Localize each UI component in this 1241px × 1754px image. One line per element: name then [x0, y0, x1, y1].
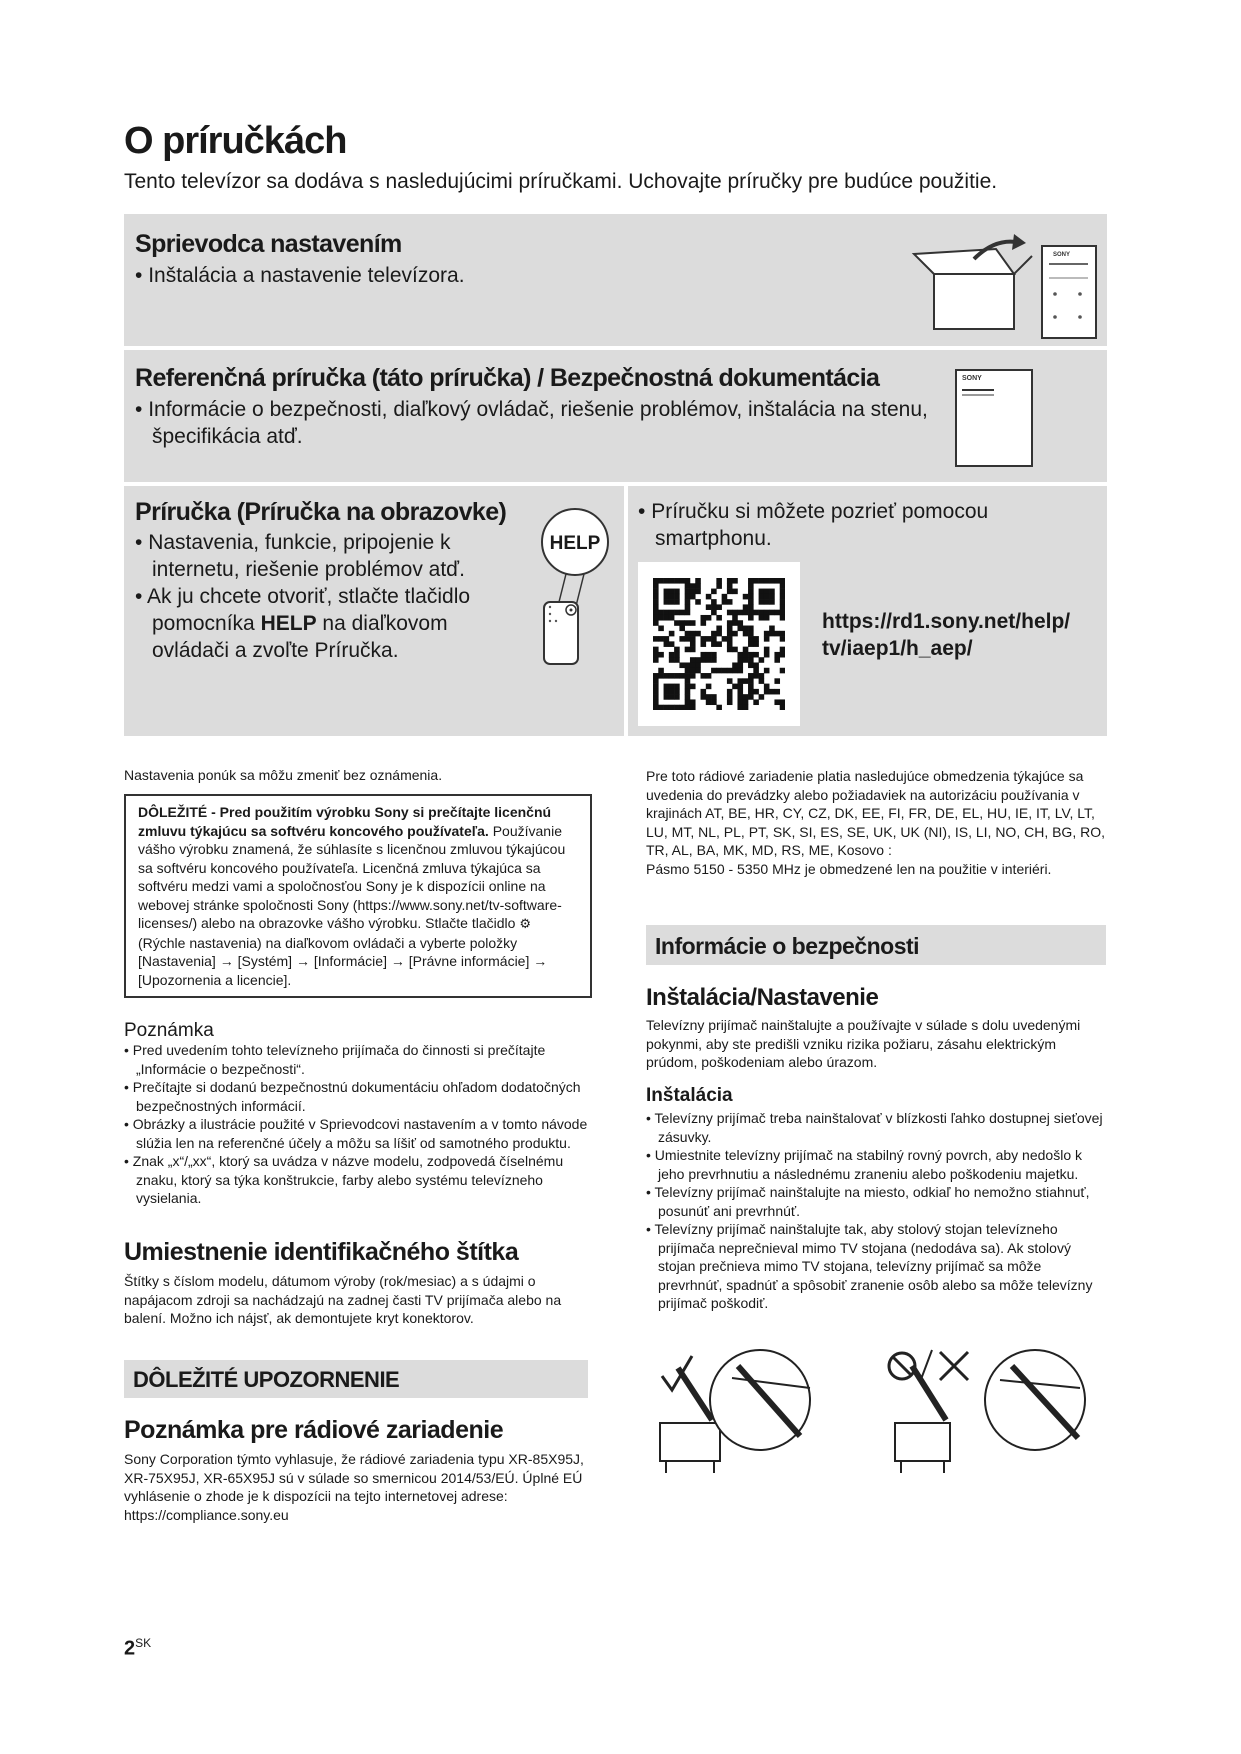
help-guide-panel [124, 486, 624, 736]
note-list [124, 1041, 589, 1208]
list-item: • Znak „x“/„xx“, ktorý sa uvádza v názve modelu, zodpovedá číselnému znaku, ktorý sa týka konštrukcie, farby alebo systému televízneho vysielania. [124, 1153, 564, 1206]
list-item: • Umiestnite televízny prijímač na stabilný rovný povrch, aby nedošlo k jeho prevrhnutiu a následnému zraneniu alebo poškodeniu majetku. [646, 1147, 1082, 1182]
reference-guide-heading: Referenčná príručka (táto príručka) / Bezpečnostná dokumentácia [135, 364, 880, 392]
reference-guide-brand: SONY [962, 375, 982, 382]
list-item: • Televízny prijímač treba nainštalovať v blízkosti ľahko dostupnej sieťovej zásuvky. [646, 1110, 1103, 1145]
tv-stand-illustration [650, 1338, 1110, 1488]
page-title: O príručkách [124, 120, 347, 162]
remote-help-icon [536, 506, 614, 666]
menu-change-note: Nastavenia ponúk sa môžu zmeniť bez oznámenia. [124, 767, 443, 783]
setup-guide-brand: SONY [1053, 252, 1071, 258]
important-warning-bar [124, 1360, 588, 1398]
safety-info-title: Informácie o bezpečnosti [655, 933, 920, 959]
list-item: • Obrázky a ilustrácie použité v Sprievodcovi nastavením a v tomto návode slúžia len na referenčné účely a môžu sa líšiť od samotného produktu. [124, 1116, 588, 1151]
reference-guide-bullet: • Informácie o bezpečnosti, diaľkový ovládač, riešenie problémov, inštalácia na stenu, špecifikácia atď. [135, 398, 928, 448]
manual-booklet-icon [954, 368, 1036, 470]
safety-info-bar [646, 925, 1106, 965]
important-warning-title: DÔLEŽITÉ UPOZORNENIE [133, 1367, 400, 1392]
intro-text: Tento televízor sa dodáva s nasledujúcimi príručkami. Uchovajte príručky pre budúce použitie. [124, 170, 998, 193]
box-with-guide-icon [904, 234, 1104, 344]
radio-note-text: Sony Corporation týmto vyhlasuje, že rádiové zariadenia typu XR-85X95J, XR-75X95J, XR-65X95J sú v súlade so smernicou 2014/53/EÚ. Úplné EÚ vyhlásenie o zhode je k dispozícii na tejto internetovej adrese: https://compliance.sony.eu [124, 1450, 589, 1524]
list-item: • Televízny prijímač nainštalujte na miesto, odkiaľ ho nemožno stiahnuť, posunúť ani prevrhnúť. [646, 1184, 1090, 1219]
compliance-url[interactable]: https://compliance.sony.eu [124, 1506, 289, 1523]
radio-note-heading: Poznámka pre rádiové zariadenie [124, 1416, 504, 1444]
smartphone-panel [628, 486, 1107, 736]
list-item: • Prečítajte si dodanú bezpečnostnú dokumentáciu ohľadom dodatočných bezpečnostných informácií. [124, 1079, 581, 1114]
list-item: • Pred uvedením tohto televízneho prijímača do činnosti si prečítajte „Informácie o bezpečnosti“. [124, 1042, 546, 1077]
help-url[interactable]: https://rd1.sony.net/help/ tv/iaep1/h_aep/ [822, 610, 1071, 660]
page-number: $2^{SK}$ [124, 1636, 152, 1660]
install-setup-heading: Inštalácia/Nastavenie [646, 984, 879, 1011]
qr-code-container [638, 562, 800, 726]
reference-guide-panel [124, 350, 1107, 482]
label-location-text: Štítky s číslom modelu, dátumom výroby (rok/mesiac) a s údajmi o napájacom zdroji sa nachádzajú na zadnej časti TV prijímača alebo na balení. Možno ich nájsť, ak demontujete kryt konektorov. [124, 1273, 562, 1326]
qr-code[interactable] [653, 578, 785, 710]
setup-guide-heading: Sprievodca nastavením [135, 230, 402, 258]
install-setup-text: Televízny prijímač nainštalujte a používajte v súlade s dolu uvedenými pokynmi, aby ste predišli vzniku rizika požiaru, zásahu elektrickým prúdom, poškodeniam alebo úrazom. [646, 1017, 1081, 1070]
note-heading: Poznámka [124, 1020, 214, 1041]
help-guide-heading: Príručka (Príručka na obrazovke) [135, 498, 507, 526]
install-heading: Inštalácia [646, 1085, 733, 1106]
list-item: • Televízny prijímač nainštalujte tak, aby stolový stojan televízneho prijímača neprečnieval mimo TV stojana (nedodáva sa). Ak stolový stojan prečnieva mimo TV stojana, televízny prijímač sa môže prevrhnúť, spadnúť a spôsobiť zranenie osôb alebo sa môže televízny prijímač poškodiť. [646, 1221, 1093, 1311]
gear-icon: ⚙ [519, 916, 531, 931]
help-badge: HELP [549, 533, 601, 554]
label-location-heading: Umiestnenie identifikačného štítka [124, 1238, 519, 1266]
help-guide-bullets: • Nastavenia, funkcie, pripojenie k internetu, riešenie problémov atď. • Ak ju chcete otvoriť, stlačte tlačidlo pomocníka HELP na diaľkovom ovládači a zvoľte Príručka. [135, 531, 471, 662]
setup-guide-panel [124, 214, 1107, 346]
setup-guide-bullet: • Inštalácia a nastavenie televízora. [135, 264, 465, 287]
radio-restrictions: Pre toto rádiové zariadenie platia nasledujúce obmedzenia týkajúce sa uvedenia do prevádzky alebo požiadaviek na autorizáciu používania v krajinách AT, BE, HR, CY, CZ, DK, EE, FI, FR, DE, EL, HU, IE, IT, LV, LT, LU, MT, NL, PL, PT, SK, SI, ES, SE, UK, UK (NI), IS, LI, NO, CH, BG, RO, TR, AL, BA, MK, MD, RS, ME, Kosovo : Pásmo 5150 - 5350 MHz je obmedzené len na použitie v interiéri. [646, 768, 1105, 877]
smartphone-text: • Príručku si môžete pozrieť pomocou smartphonu. [638, 500, 989, 550]
important-license-box: DÔLEŽITÉ - Pred použitím výrobku Sony si prečítajte licenčnú zmluvu týkajúcu sa softvéru koncového používateľa. Používanie vášho výrobku znamená, že súhlasíte s licenčnou zmluvou týkajúcou sa softvéru koncového používateľa. Licenčná zmluva týkajúca sa softvéru medzi vami a spoločnosťou Sony je k dispozícii online na webovej stránke spoločnosti Sony (https://www.sony.net/tv-software-licenses/) alebo na obrazovke vášho výrobku. Stlačte tlačidlo ⚙ (Rýchle nastavenia) na diaľkovom ovládači a vyberte položky [Nastavenia] → [Systém] → [Informácie] → [Právne informácie] → [Upozornenia a licencie]. [124, 794, 592, 998]
install-list [646, 1109, 1108, 1313]
